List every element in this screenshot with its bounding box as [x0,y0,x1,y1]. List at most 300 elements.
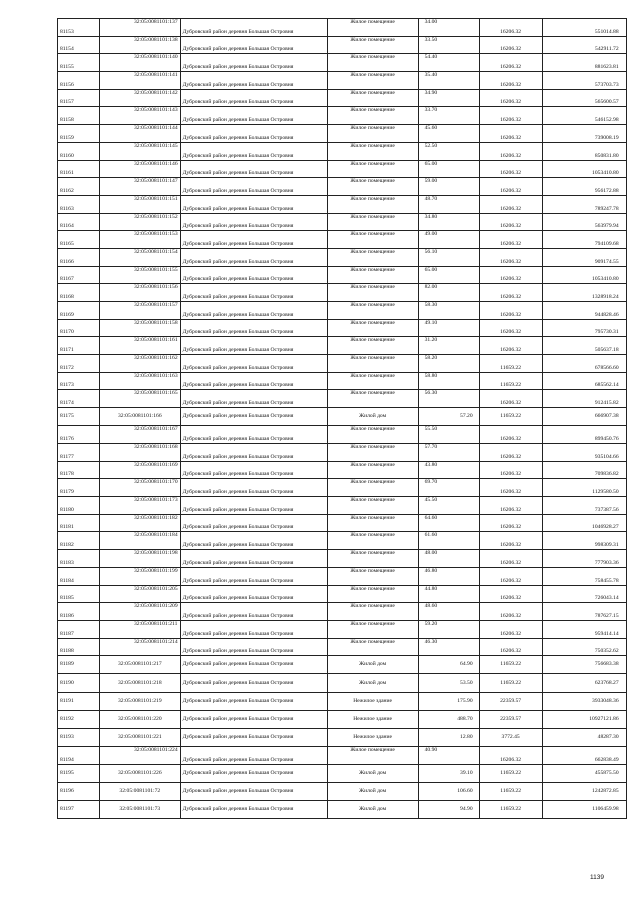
address-cell: Дубровский район деревня Большая Островня [180,107,327,125]
cadastral-cost-cell: 787627.15 [542,603,626,621]
cadastral-number-cell: 32:05:0081101:218 [100,674,181,692]
area-cell: 53.50 [418,674,479,692]
address-cell: Дубровский район деревня Большая Островня [180,178,327,196]
cadastral-number-cell: 32:05:0081101:151 [100,195,181,213]
row-number-cell: 81196 [58,783,100,801]
area-cell: 34.90 [418,89,479,107]
area-cell: 40.90 [418,747,479,765]
row-number-cell: 81187 [58,620,100,638]
area-cell: 54.40 [418,54,479,72]
row-number-cell: 81169 [58,302,100,320]
table-row [58,36,627,54]
area-cell: 55.50 [418,426,479,444]
address-cell: Дубровский район деревня Большая Островня [180,479,327,497]
table-row [58,125,627,143]
row-number-cell: 81175 [58,408,100,426]
address-cell: Дубровский район деревня Большая Островня [180,747,327,765]
object-type-cell: Жилой дом [327,801,418,819]
row-number-cell: 81194 [58,747,100,765]
cadastral-number-cell: 32:05:0081101:221 [100,729,181,747]
row-number-cell: 81195 [58,764,100,782]
object-type-cell: Жилое помещение [327,638,418,656]
row-number-cell: 81158 [58,107,100,125]
table-row [58,372,627,390]
row-number-cell: 81162 [58,178,100,196]
object-type-cell: Жилое помещение [327,747,418,765]
area-cell: 46.80 [418,567,479,585]
object-type-cell: Жилой дом [327,674,418,692]
row-number-cell: 81153 [58,19,100,37]
object-type-cell: Жилое помещение [327,160,418,178]
area-cell: 56.30 [418,390,479,408]
row-number-cell: 81174 [58,390,100,408]
row-number-cell: 81179 [58,479,100,497]
unit-price-cell: 16206.32 [479,337,542,355]
cadastral-cost-cell: 959414.14 [542,620,626,638]
object-type-cell: Жилой дом [327,783,418,801]
row-number-cell: 81161 [58,160,100,178]
row-number-cell: 81178 [58,461,100,479]
row-number-cell: 81197 [58,801,100,819]
cadastral-cost-cell: 739008.19 [542,125,626,143]
row-number-cell: 81184 [58,567,100,585]
object-type-cell: Жилое помещение [327,178,418,196]
unit-price-cell: 16206.32 [479,567,542,585]
address-cell: Дубровский район деревня Большая Островня [180,674,327,692]
area-cell: 45.60 [418,125,479,143]
cadastral-number-cell: 32:05:0081101:226 [100,764,181,782]
unit-price-cell: 16206.32 [479,461,542,479]
object-type-cell: Жилое помещение [327,603,418,621]
address-cell: Дубровский район деревня Большая Островня [180,72,327,90]
cadastral-number-cell: 32:05:0081101:141 [100,72,181,90]
row-number-cell: 81168 [58,284,100,302]
area-cell: 57.20 [418,408,479,426]
table-row [58,783,627,801]
address-cell: Дубровский район деревня Большая Островня [180,319,327,337]
unit-price-cell: 11659.22 [479,674,542,692]
row-number-cell: 81188 [58,638,100,656]
cadastral-cost-cell: 726043.14 [542,585,626,603]
area-cell: 34.00 [418,19,479,37]
cadastral-cost-cell: 685562.14 [542,372,626,390]
cadastral-cost-cell: 899450.76 [542,426,626,444]
cadastral-number-cell: 32:05:0081101:140 [100,54,181,72]
address-cell: Дубровский район деревня Большая Островня [180,19,327,37]
address-cell: Дубровский район деревня Большая Островня [180,444,327,462]
row-number-cell: 81164 [58,213,100,231]
area-cell: 45.50 [418,497,479,515]
object-type-cell: Жилое помещение [327,89,418,107]
address-cell: Дубровский район деревня Большая Островня [180,585,327,603]
cadastral-number-cell: 32:05:0081101:145 [100,142,181,160]
row-number-cell: 81160 [58,142,100,160]
address-cell: Дубровский район деревня Большая Островня [180,532,327,550]
unit-price-cell: 16206.32 [479,89,542,107]
unit-price-cell: 16206.32 [479,747,542,765]
table-row [58,567,627,585]
row-number-cell: 81165 [58,231,100,249]
unit-price-cell: 16206.32 [479,444,542,462]
table-row [58,302,627,320]
unit-price-cell: 11659.22 [479,355,542,373]
cadastral-cost-cell: 998309.31 [542,532,626,550]
cadastral-cost-cell: 935104.66 [542,444,626,462]
row-number-cell: 81155 [58,54,100,72]
area-cell: 39.10 [418,764,479,782]
object-type-cell: Жилое помещение [327,72,418,90]
table-row [58,390,627,408]
address-cell: Дубровский район деревня Большая Островня [180,302,327,320]
area-cell: 61.60 [418,532,479,550]
cadastral-cost-cell: 563979.94 [542,213,626,231]
table-row [58,710,627,728]
object-type-cell: Жилое помещение [327,337,418,355]
row-number-cell: 81192 [58,710,100,728]
cadastral-number-cell: 32:05:0081101:162 [100,355,181,373]
object-type-cell: Жилое помещение [327,585,418,603]
table-row [58,337,627,355]
object-type-cell: Жилое помещение [327,479,418,497]
cadastral-cost-cell: 10927121.86 [542,710,626,728]
table-row [58,497,627,515]
area-cell: 59.00 [418,178,479,196]
cadastral-cost-cell: 956172.88 [542,178,626,196]
address-cell: Дубровский район деревня Большая Островня [180,248,327,266]
table-row [58,408,627,426]
cadastral-cost-cell: 662838.49 [542,747,626,765]
table-row [58,514,627,532]
unit-price-cell: 16206.32 [479,284,542,302]
object-type-cell: Жилое помещение [327,195,418,213]
area-cell: 49.10 [418,319,479,337]
cadastral-cost-cell: 678566.60 [542,355,626,373]
object-type-cell: Жилое помещение [327,390,418,408]
cadastral-number-cell: 32:05:0081101:163 [100,372,181,390]
address-cell: Дубровский район деревня Большая Островня [180,195,327,213]
table-row [58,747,627,765]
table-row [58,89,627,107]
cadastral-number-cell: 32:05:0081101:144 [100,125,181,143]
address-cell: Дубровский район деревня Большая Островня [180,710,327,728]
cadastral-number-cell: 32:05:0081101:214 [100,638,181,656]
unit-price-cell: 16206.32 [479,638,542,656]
row-number-cell: 81170 [58,319,100,337]
object-type-cell: Жилое помещение [327,142,418,160]
row-number-cell: 81190 [58,674,100,692]
cadastral-cost-cell: 777903.36 [542,550,626,568]
row-number-cell: 81167 [58,266,100,284]
area-cell: 58.20 [418,355,479,373]
table-row [58,54,627,72]
object-type-cell: Жилое помещение [327,567,418,585]
area-cell: 64.60 [418,514,479,532]
area-cell: 64.90 [418,656,479,674]
row-number-cell: 81180 [58,497,100,515]
unit-price-cell: 16206.32 [479,125,542,143]
cadastral-cost-cell: 909174.55 [542,248,626,266]
area-cell: 57.70 [418,444,479,462]
row-number-cell: 81173 [58,372,100,390]
unit-price-cell: 16206.32 [479,248,542,266]
object-type-cell: Нежилое здание [327,710,418,728]
unit-price-cell: 11659.22 [479,764,542,782]
cadastral-number-cell: 32:05:0081101:73 [100,801,181,819]
unit-price-cell: 16206.32 [479,426,542,444]
table-row [58,656,627,674]
table-row [58,319,627,337]
object-type-cell: Жилое помещение [327,620,418,638]
cadastral-cost-cell: 505637.18 [542,337,626,355]
unit-price-cell: 16206.32 [479,302,542,320]
object-type-cell: Жилое помещение [327,36,418,54]
cadastral-cost-cell: 1053410.80 [542,160,626,178]
page-number: 1139 [590,874,604,881]
row-number-cell: 81183 [58,550,100,568]
object-type-cell: Жилое помещение [327,319,418,337]
area-cell: 46.30 [418,638,479,656]
table-row [58,195,627,213]
table-row [58,355,627,373]
area-cell: 33.50 [418,36,479,54]
area-cell: 59.20 [418,620,479,638]
table-row [58,107,627,125]
address-cell: Дубровский район деревня Большая Островня [180,729,327,747]
area-cell: 65.00 [418,266,479,284]
cadastral-number-cell: 32:05:0081101:72 [100,783,181,801]
address-cell: Дубровский район деревня Большая Островня [180,408,327,426]
unit-price-cell: 22359.57 [479,710,542,728]
unit-price-cell: 16206.32 [479,603,542,621]
object-type-cell: Жилое помещение [327,107,418,125]
address-cell: Дубровский район деревня Большая Островня [180,656,327,674]
unit-price-cell: 16206.32 [479,532,542,550]
cadastral-number-cell: 32:05:0081101:157 [100,302,181,320]
unit-price-cell: 16206.32 [479,36,542,54]
object-type-cell: Жилое помещение [327,355,418,373]
cadastral-number-cell: 32:05:0081101:199 [100,567,181,585]
row-number-cell: 81171 [58,337,100,355]
cadastral-cost-cell: 1328918.24 [542,284,626,302]
object-type-cell: Нежилое здание [327,692,418,710]
cadastral-cost-cell: 794109.68 [542,231,626,249]
unit-price-cell: 16206.32 [479,390,542,408]
table-row [58,284,627,302]
address-cell: Дубровский район деревня Большая Островня [180,390,327,408]
cadastral-cost-cell: 546152.98 [542,107,626,125]
address-cell: Дубровский район деревня Большая Островня [180,764,327,782]
unit-price-cell: 3772.45 [479,729,542,747]
cadastral-number-cell: 32:05:0081101:198 [100,550,181,568]
object-type-cell: Жилое помещение [327,514,418,532]
address-cell: Дубровский район деревня Большая Островня [180,514,327,532]
address-cell: Дубровский район деревня Большая Островня [180,426,327,444]
table-row [58,550,627,568]
row-number-cell: 81156 [58,72,100,90]
address-cell: Дубровский район деревня Большая Островня [180,213,327,231]
table-row [58,72,627,90]
area-cell: 56.10 [418,248,479,266]
cadastral-number-cell: 32:05:0081101:143 [100,107,181,125]
cadastral-number-cell: 32:05:0081101:217 [100,656,181,674]
cadastral-cost-cell: 1106459.98 [542,801,626,819]
object-type-cell: Жилое помещение [327,248,418,266]
object-type-cell: Жилое помещение [327,231,418,249]
unit-price-cell: 16206.32 [479,160,542,178]
unit-price-cell: 16206.32 [479,107,542,125]
address-cell: Дубровский район деревня Большая Островня [180,801,327,819]
object-type-cell: Жилой дом [327,656,418,674]
cadastral-cost-cell: 850831.80 [542,142,626,160]
row-number-cell: 81186 [58,603,100,621]
cadastral-cost-cell: 881623.81 [542,54,626,72]
property-table [57,18,627,819]
area-cell: 43.80 [418,461,479,479]
address-cell: Дубровский район деревня Большая Островня [180,783,327,801]
cadastral-number-cell: 32:05:0081101:146 [100,160,181,178]
area-cell: 175.90 [418,692,479,710]
cadastral-number-cell: 32:05:0081101:169 [100,461,181,479]
cadastral-cost-cell: 565600.57 [542,89,626,107]
object-type-cell: Жилое помещение [327,266,418,284]
unit-price-cell: 16206.32 [479,620,542,638]
cadastral-number-cell: 32:05:0081101:220 [100,710,181,728]
area-cell: 69.70 [418,479,479,497]
cadastral-number-cell: 32:05:0081101:154 [100,248,181,266]
object-type-cell: Жилое помещение [327,550,418,568]
cadastral-number-cell: 32:05:0081101:209 [100,603,181,621]
cadastral-number-cell: 32:05:0081101:173 [100,497,181,515]
row-number-cell: 81185 [58,585,100,603]
area-cell: 58.80 [418,372,479,390]
cadastral-cost-cell: 912415.82 [542,390,626,408]
area-cell: 31.20 [418,337,479,355]
area-cell: 106.60 [418,783,479,801]
cadastral-cost-cell: 455875.50 [542,764,626,782]
area-cell: 48.60 [418,603,479,621]
area-cell: 94.90 [418,801,479,819]
cadastral-number-cell: 32:05:0081101:205 [100,585,181,603]
unit-price-cell: 22359.57 [479,692,542,710]
table-row [58,638,627,656]
address-cell: Дубровский район деревня Большая Островня [180,355,327,373]
address-cell: Дубровский район деревня Большая Островня [180,231,327,249]
object-type-cell: Жилое помещение [327,125,418,143]
address-cell: Дубровский район деревня Большая Островня [180,142,327,160]
row-number-cell: 81154 [58,36,100,54]
unit-price-cell: 11659.22 [479,408,542,426]
cadastral-cost-cell: 623768.27 [542,674,626,692]
cadastral-number-cell: 32:05:0081101:166 [100,408,181,426]
table-row [58,764,627,782]
cadastral-cost-cell: 48287.30 [542,729,626,747]
unit-price-cell: 16206.32 [479,213,542,231]
address-cell: Дубровский район деревня Большая Островня [180,638,327,656]
area-cell: 52.50 [418,142,479,160]
row-number-cell: 81191 [58,692,100,710]
unit-price-cell: 11659.22 [479,801,542,819]
row-number-cell: 81177 [58,444,100,462]
row-number-cell: 81176 [58,426,100,444]
unit-price-cell: 16206.32 [479,319,542,337]
row-number-cell: 81172 [58,355,100,373]
area-cell: 12.80 [418,729,479,747]
unit-price-cell: 16206.32 [479,266,542,284]
cadastral-cost-cell: 542911.72 [542,36,626,54]
unit-price-cell: 16206.32 [479,178,542,196]
cadastral-cost-cell: 750352.62 [542,638,626,656]
unit-price-cell: 16206.32 [479,72,542,90]
unit-price-cell: 11659.22 [479,656,542,674]
object-type-cell: Нежилое здание [327,729,418,747]
cadastral-number-cell: 32:05:0081101:184 [100,532,181,550]
unit-price-cell: 11659.22 [479,783,542,801]
address-cell: Дубровский район деревня Большая Островня [180,497,327,515]
address-cell: Дубровский район деревня Большая Островня [180,692,327,710]
cadastral-cost-cell: 737387.56 [542,497,626,515]
cadastral-number-cell: 32:05:0081101:165 [100,390,181,408]
object-type-cell: Жилое помещение [327,54,418,72]
address-cell: Дубровский район деревня Большая Островня [180,54,327,72]
cadastral-cost-cell: 795730.31 [542,319,626,337]
cadastral-number-cell: 32:05:0081101:167 [100,426,181,444]
row-number-cell: 81159 [58,125,100,143]
cadastral-cost-cell: 1053410.80 [542,266,626,284]
cadastral-cost-cell: 1129580.50 [542,479,626,497]
object-type-cell: Жилое помещение [327,213,418,231]
table-row [58,620,627,638]
cadastral-number-cell: 32:05:0081101:147 [100,178,181,196]
cadastral-number-cell: 32:05:0081101:137 [100,19,181,37]
table-row [58,231,627,249]
unit-price-cell: 16206.32 [479,142,542,160]
object-type-cell: Жилое помещение [327,19,418,37]
table-row [58,729,627,747]
cadastral-cost-cell: 756683.38 [542,656,626,674]
table-row [58,142,627,160]
address-cell: Дубровский район деревня Большая Островня [180,125,327,143]
cadastral-number-cell: 32:05:0081101:211 [100,620,181,638]
object-type-cell: Жилое помещение [327,532,418,550]
object-type-cell: Жилое помещение [327,284,418,302]
area-cell: 49.00 [418,231,479,249]
area-cell: 35.40 [418,72,479,90]
address-cell: Дубровский район деревня Большая Островня [180,620,327,638]
cadastral-number-cell: 32:05:0081101:138 [100,36,181,54]
object-type-cell: Жилое помещение [327,461,418,479]
row-number-cell: 81182 [58,532,100,550]
cadastral-cost-cell: 3933048.36 [542,692,626,710]
cadastral-cost-cell: 666907.38 [542,408,626,426]
object-type-cell: Жилое помещение [327,372,418,390]
unit-price-cell: 16206.32 [479,550,542,568]
address-cell: Дубровский район деревня Большая Островня [180,266,327,284]
unit-price-cell: 16206.32 [479,231,542,249]
unit-price-cell: 16206.32 [479,514,542,532]
area-cell: 488.70 [418,710,479,728]
table-row [58,248,627,266]
table-row [58,266,627,284]
address-cell: Дубровский район деревня Большая Островня [180,372,327,390]
cadastral-number-cell: 32:05:0081101:142 [100,89,181,107]
object-type-cell: Жилой дом [327,408,418,426]
unit-price-cell: 11659.22 [479,372,542,390]
area-cell: 34.80 [418,213,479,231]
cadastral-cost-cell: 944828.46 [542,302,626,320]
unit-price-cell: 16206.32 [479,585,542,603]
cadastral-cost-cell: 1046928.27 [542,514,626,532]
table-row [58,444,627,462]
